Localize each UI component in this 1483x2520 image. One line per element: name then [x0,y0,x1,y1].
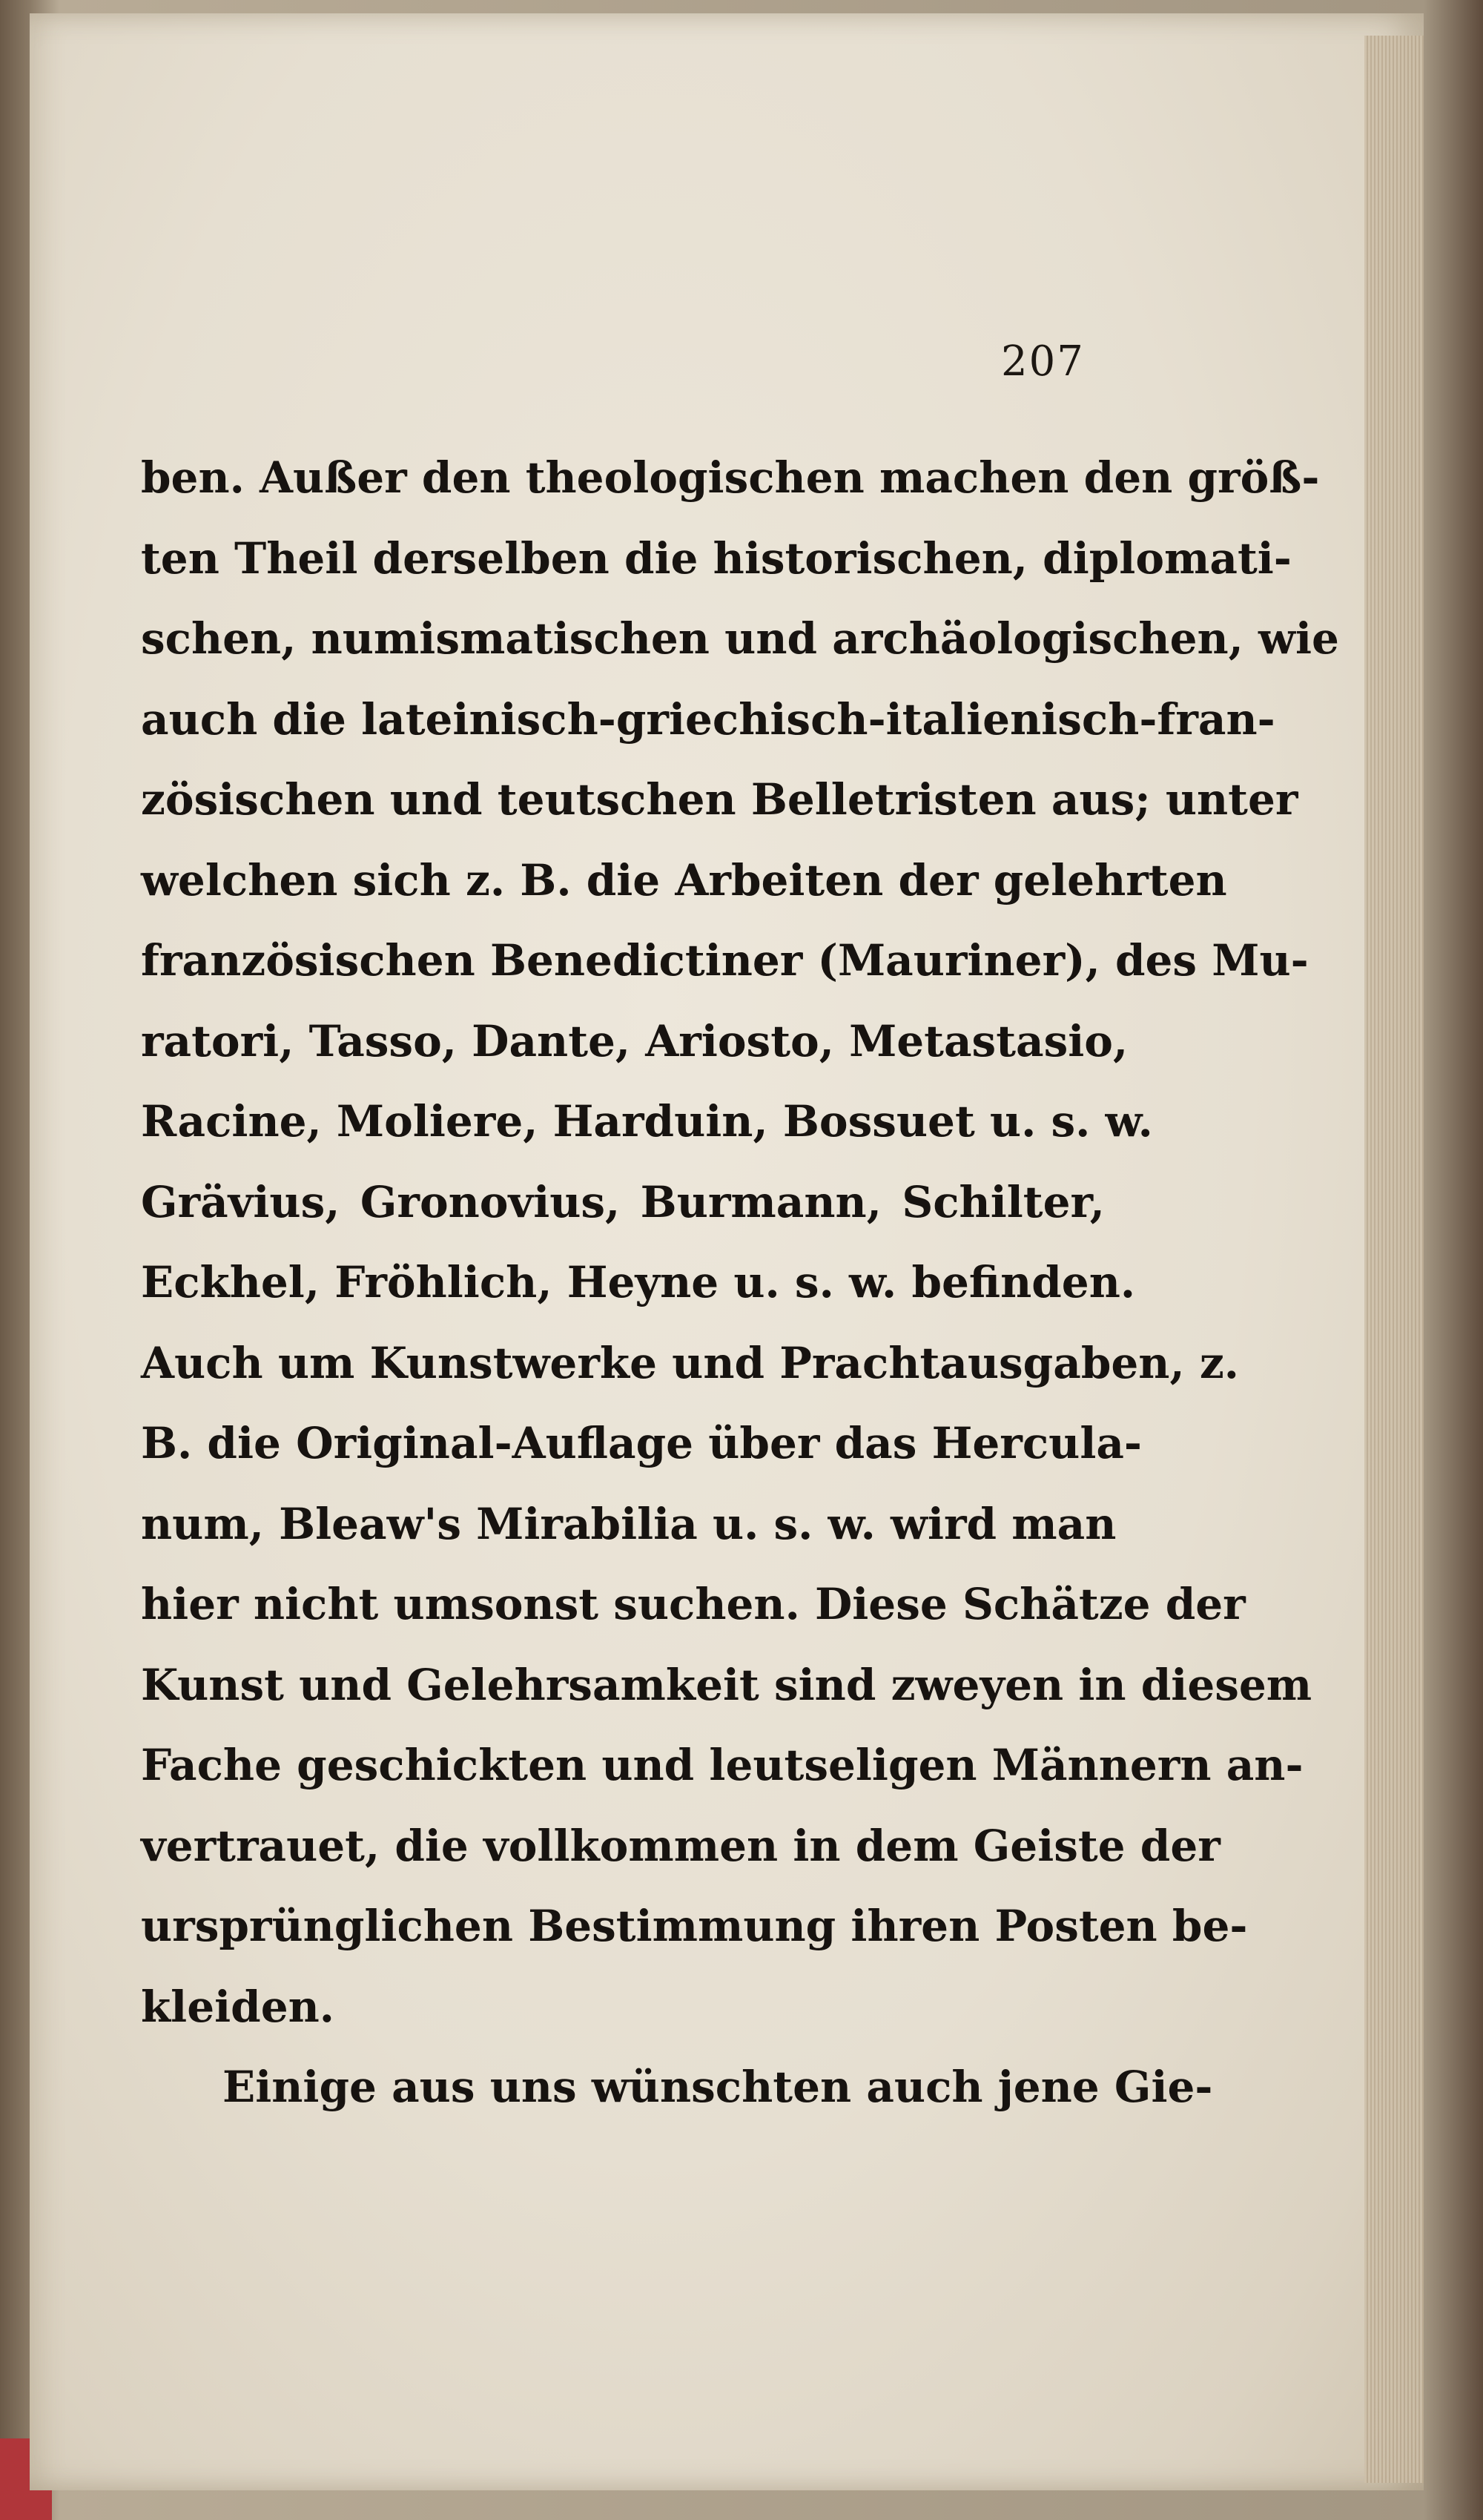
text-line: Racine, Moliere, Harduin, Bossuet u. s. w. [141,1096,1153,1147]
text-line: auch die lateinisch-griechisch-italienisch-fran- [141,693,1275,745]
text-line: Eckhel, Fröhlich, Heyne u. s. w. befinden. [141,1257,1136,1307]
text-line: zösischen und teutschen Belletristen aus; unter [141,774,1298,825]
text-line: französischen Benedictiner (Mauriner), des Mu- [141,935,1309,986]
text-line: num, Bleaw's Mirabilia u. s. w. wird man [141,1498,1117,1549]
text-line: Kunst und Gelehrsamkeit sind zweyen in diesem [141,1659,1312,1710]
text-line: B. die Original-Auflage über das Hercula- [141,1418,1143,1468]
page-edges [1364,36,1424,2483]
text-line: kleiden. [141,1981,334,2032]
text-line: hier nicht umsonst suchen. Diese Schätze der [141,1579,1246,1629]
text-line: Grävius, Gronovius, Burmann, Schilter, [141,1176,1105,1227]
text-line: ben. Außer den theologischen machen den größ- [141,452,1320,503]
text-line: Fache geschickten und leutseligen Männern an- [141,1740,1304,1790]
text-line: schen, numismatischen und archäologischen, wie [141,613,1339,664]
text-line: vertrauet, die vollkommen in dem Geiste der [141,1820,1221,1871]
text-line: welchen sich z. B. die Arbeiten der gelehrten [141,854,1227,906]
page-number: 207 [1001,337,1085,386]
text-line: Einige aus uns wünschten auch jene Gie- [222,2062,1213,2112]
text-line: ratori, Tasso, Dante, Ariosto, Metastasio, [141,1015,1129,1066]
text-line: ursprünglichen Bestimmung ihren Posten be- [141,1901,1248,1951]
page-text [141,438,1339,2128]
text-line: ten Theil derselben die historischen, diplomati- [141,532,1292,584]
text-line: Auch um Kunstwerke und Prachtausgaben, z. [141,1337,1239,1388]
